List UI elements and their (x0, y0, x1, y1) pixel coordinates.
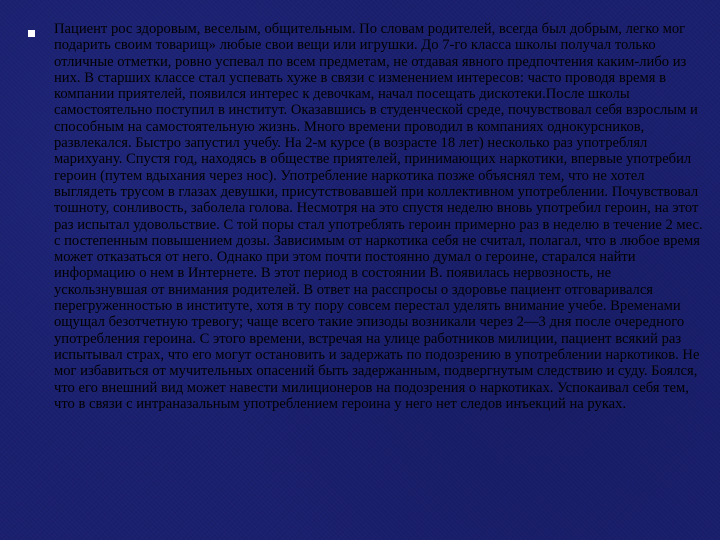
case-history-paragraph: Пациент рос здоровым, веселым, общительным. По словам родителей, всегда был добрым, легко мог подарить своим товарищ» любые свои вещи или игрушки. До 7-го класса школы получал только отличные отметки, ровно успевал по всем предметам, не отдавая явного предпочтения каким-либо из них. В старших классе стал успевать хуже в связи с изменением интересов: часто проводя время в компании приятелей, появился интерес к девочкам, начал посещать дискотеки.После школы самостоятельно поступил в институт. Оказавшись в студенческой среде, почувствовал себя взрослым и способным на самостоятельную жизнь. Много времени проводил в компаниях однокурсников, развлекался. Быстро запустил учебу. На 2-м курсе (в возрасте 18 лет) несколько раз употреблял марихуану. Спустя год, находясь в обществе приятелей, принимающих наркотики, впервые употребил героин (путем вдыхания через нос). Употребление наркотика позже объяснял тем, что не хотел выглядеть трусом в глазах девушки, присутствовавшей при коллективном употреблении. Почувствовал тошноту, сонливость, заболела голова. Несмотря на это спустя неделю вновь употребил героин, на этот раз испытал удовольствие. С той поры стал употреблять героин примерно раз в неделю в течение 2 мес. с постепенным повышением дозы. Зависимым от наркотика себя не считал, полагал, что в любое время может отказаться от него. Однако при этом почти постоянно думал о героине, старался найти информацию о нем в Интернете. В этот период в состоянии В. появилась нервозность, не ускользнувшая от внимания родителей. В ответ на расспросы о здоровье пациент отговаривался перегруженностью в институте, хотя в ту пору совсем перестал уделять внимание учебе. Временами ощущал безотчетную тревогу; чаще всего такие эпизоды возникали через 2—3 дня после очередного употребления героина. С этого времени, встречая на улице работников милиции, пациент всякий раз испытывал страх, что его могут остановить и задержать по подозрению в употреблении наркотиков. Не мог избавиться от мучительных опасений быть задержанным, подвергнутым следствию и суду. Боялся, что его внешний вид может навести милиционеров на подозрения о наркотиках. Успокаивал себя тем, что в связи с интраназальным употреблением героина у него нет следов инъекций на руках. (54, 21, 703, 412)
square-bullet-icon (28, 30, 35, 37)
